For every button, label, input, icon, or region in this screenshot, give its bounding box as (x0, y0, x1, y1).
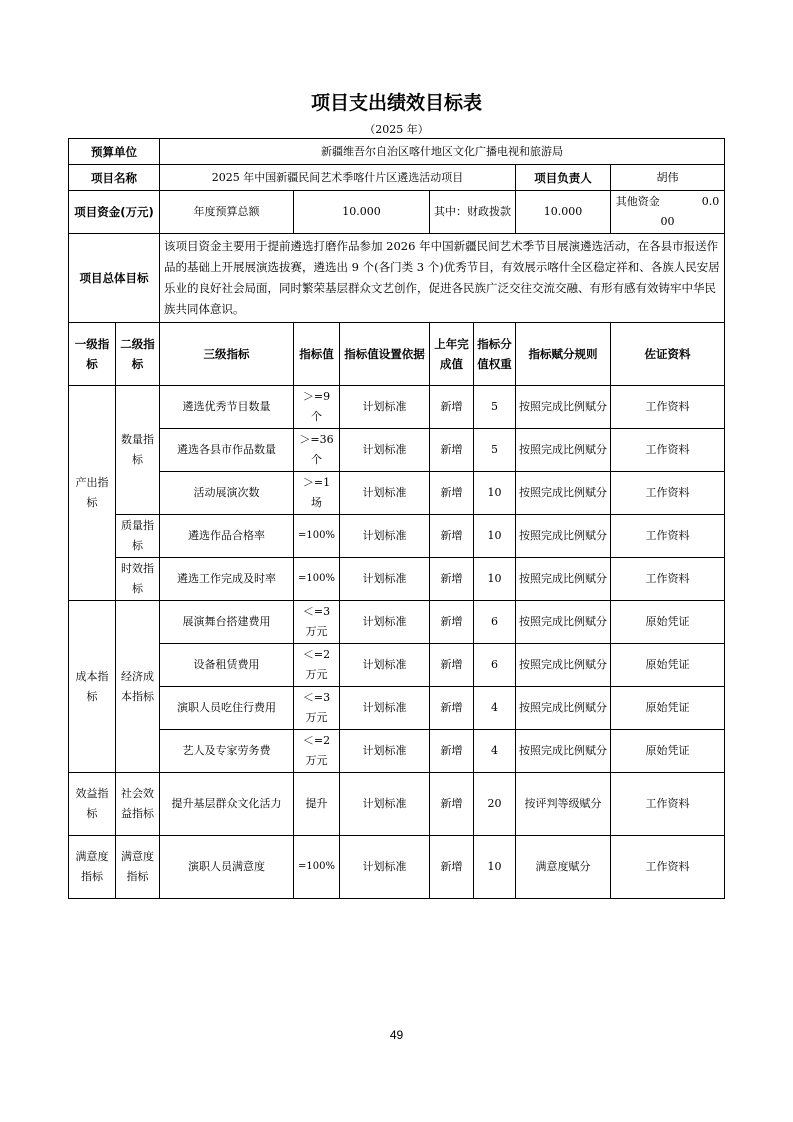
table-row (69, 644, 725, 687)
indicator-name: 活动展演次数 (160, 472, 294, 515)
indicator-value: ＞=1 场 (294, 472, 340, 515)
indicator-basis: 计划标准 (340, 601, 430, 644)
header-evidence: 佐证资料 (611, 323, 725, 386)
table-row (69, 687, 725, 730)
owner-value: 胡伟 (611, 165, 725, 191)
indicator-name: 遴选各县市作品数量 (160, 429, 294, 472)
indicator-evidence: 工作资料 (611, 472, 725, 515)
indicator-value: ＜=3 万元 (294, 687, 340, 730)
level2-economic: 经济成本指标 (116, 601, 160, 773)
indicator-name: 遴选优秀节目数量 (160, 386, 294, 429)
indicator-rule: 按照完成比例赋分 (516, 601, 611, 644)
total-budget-label: 年度预算总额 (160, 191, 294, 234)
level2-quality: 质量指标 (116, 515, 160, 558)
header-basis: 指标值设置依据 (340, 323, 430, 386)
indicator-prev: 新增 (430, 472, 474, 515)
other-funds-value: 0.000 (660, 195, 720, 228)
budget-unit-label: 预算单位 (69, 139, 160, 165)
table-row (69, 558, 725, 601)
indicator-basis: 计划标准 (340, 472, 430, 515)
header-value: 指标值 (294, 323, 340, 386)
header-weight: 指标分值权重 (474, 323, 516, 386)
indicator-rule: 按照完成比例赋分 (516, 730, 611, 773)
indicator-weight: 6 (474, 644, 516, 687)
indicator-basis: 计划标准 (340, 515, 430, 558)
indicator-evidence: 工作资料 (611, 836, 725, 899)
budget-unit-value: 新疆维吾尔自治区喀什地区文化广播电视和旅游局 (160, 139, 725, 165)
indicator-value: ＜=2 万元 (294, 730, 340, 773)
level2-timeliness: 时效指标 (116, 558, 160, 601)
header-level1: 一级指标 (69, 323, 116, 386)
goal-label: 项目总体目标 (69, 234, 160, 323)
header-level3: 三级指标 (160, 323, 294, 386)
indicator-prev: 新增 (430, 429, 474, 472)
table-row (69, 836, 725, 899)
table-row (69, 429, 725, 472)
indicator-rule: 按照完成比例赋分 (516, 515, 611, 558)
total-budget-value: 10.000 (294, 191, 430, 234)
indicator-prev: 新增 (430, 515, 474, 558)
indicator-evidence: 工作资料 (611, 558, 725, 601)
indicator-weight: 5 (474, 429, 516, 472)
indicator-name: 艺人及专家劳务费 (160, 730, 294, 773)
indicator-weight: 6 (474, 601, 516, 644)
indicator-weight: 4 (474, 730, 516, 773)
indicator-rule: 按照完成比例赋分 (516, 644, 611, 687)
indicator-rule: 按照完成比例赋分 (516, 472, 611, 515)
indicator-basis: 计划标准 (340, 429, 430, 472)
indicator-evidence: 工作资料 (611, 429, 725, 472)
level1-benefit: 效益指标 (69, 773, 116, 836)
indicator-name: 演职人员吃住行费用 (160, 687, 294, 730)
table-row (69, 386, 725, 429)
indicator-value: ＜=2 万元 (294, 644, 340, 687)
level2-quantity: 数量指标 (116, 386, 160, 515)
level1-output: 产出指标 (69, 386, 116, 601)
indicator-weight: 10 (474, 558, 516, 601)
project-name-label: 项目名称 (69, 165, 160, 191)
indicator-prev: 新增 (430, 644, 474, 687)
indicator-evidence: 工作资料 (611, 515, 725, 558)
level1-satisfaction: 满意度指标 (69, 836, 116, 899)
other-funds-label: 其他资金 (615, 195, 660, 208)
level1-cost: 成本指标 (69, 601, 116, 773)
indicator-prev: 新增 (430, 601, 474, 644)
indicator-rule: 满意度赋分 (516, 836, 611, 899)
table-row (69, 730, 725, 773)
indicator-weight: 10 (474, 515, 516, 558)
table-row (69, 472, 725, 515)
indicator-name: 设备租赁费用 (160, 644, 294, 687)
indicator-name: 展演舞台搭建费用 (160, 601, 294, 644)
goal-row (69, 234, 725, 323)
indicator-basis: 计划标准 (340, 836, 430, 899)
indicator-rule: 按照完成比例赋分 (516, 687, 611, 730)
indicator-weight: 10 (474, 836, 516, 899)
indicator-prev: 新增 (430, 558, 474, 601)
indicator-rule: 按照完成比例赋分 (516, 386, 611, 429)
project-name-value: 2025 年中国新疆民间艺术季喀什片区遴选活动项目 (160, 165, 516, 191)
funds-row (69, 191, 725, 234)
indicator-value: ＞=36 个 (294, 429, 340, 472)
indicator-basis: 计划标准 (340, 730, 430, 773)
level2-satisfaction: 满意度指标 (116, 836, 160, 899)
performance-table (68, 138, 725, 899)
indicator-name: 演职人员满意度 (160, 836, 294, 899)
indicator-prev: 新增 (430, 773, 474, 836)
header-prev: 上年完成值 (430, 323, 474, 386)
indicator-basis: 计划标准 (340, 773, 430, 836)
fiscal-funds-value: 10.000 (516, 191, 611, 234)
owner-label: 项目负责人 (516, 165, 611, 191)
indicator-basis: 计划标准 (340, 687, 430, 730)
indicator-evidence: 原始凭证 (611, 601, 725, 644)
indicator-prev: 新增 (430, 730, 474, 773)
indicator-prev: 新增 (430, 386, 474, 429)
indicator-name: 遴选工作完成及时率 (160, 558, 294, 601)
table-row (69, 601, 725, 644)
page-number: 49 (389, 1028, 404, 1042)
year-label: （2025 年） (364, 123, 429, 136)
page-title: 项目支出绩效目标表 (310, 92, 482, 114)
project-name-row (69, 165, 725, 191)
indicator-value: =100% (294, 836, 340, 899)
indicator-name: 遴选作品合格率 (160, 515, 294, 558)
budget-unit-row (69, 139, 725, 165)
indicator-evidence: 工作资料 (611, 773, 725, 836)
indicator-rule: 按评判等级赋分 (516, 773, 611, 836)
indicator-value: 提升 (294, 773, 340, 836)
indicator-evidence: 原始凭证 (611, 644, 725, 687)
header-row (69, 323, 725, 386)
indicator-evidence: 原始凭证 (611, 730, 725, 773)
other-funds-cell (611, 191, 725, 234)
header-rule: 指标赋分规则 (516, 323, 611, 386)
indicator-weight: 5 (474, 386, 516, 429)
level2-social: 社会效益指标 (116, 773, 160, 836)
indicator-value: ＞=9 个 (294, 386, 340, 429)
table-row (69, 773, 725, 836)
indicator-rule: 按照完成比例赋分 (516, 558, 611, 601)
table-row (69, 515, 725, 558)
fiscal-funds-label: 其中：财政拨款 (430, 191, 516, 234)
header-level2: 二级指标 (116, 323, 160, 386)
indicator-prev: 新增 (430, 687, 474, 730)
indicator-weight: 10 (474, 472, 516, 515)
indicator-basis: 计划标准 (340, 558, 430, 601)
indicator-name: 提升基层群众文化活力 (160, 773, 294, 836)
indicator-basis: 计划标准 (340, 386, 430, 429)
indicator-value: =100% (294, 515, 340, 558)
indicator-value: ＜=3 万元 (294, 601, 340, 644)
indicator-evidence: 工作资料 (611, 386, 725, 429)
funds-label: 项目资金(万元) (69, 191, 160, 234)
indicator-weight: 4 (474, 687, 516, 730)
goal-text: 该项目资金主要用于提前遴选打磨作品参加 2026 年中国新疆民间艺术季节目展演遴选活动，在各县市报送作品的基础上开展展演选拔赛，遴选出 9 个(各门类 3 个)优秀节目，有效展示喀什全区稳定祥和、各族人民安居乐业的良好社会局面，同时繁荣基层群众文艺创作，促进各民族广泛交往交流交融、有形有感有效铸牢中华民族共同体意识。 (160, 234, 725, 323)
indicator-weight: 20 (474, 773, 516, 836)
indicator-evidence: 原始凭证 (611, 687, 725, 730)
indicator-value: =100% (294, 558, 340, 601)
indicator-basis: 计划标准 (340, 644, 430, 687)
indicator-rule: 按照完成比例赋分 (516, 429, 611, 472)
indicator-prev: 新增 (430, 836, 474, 899)
